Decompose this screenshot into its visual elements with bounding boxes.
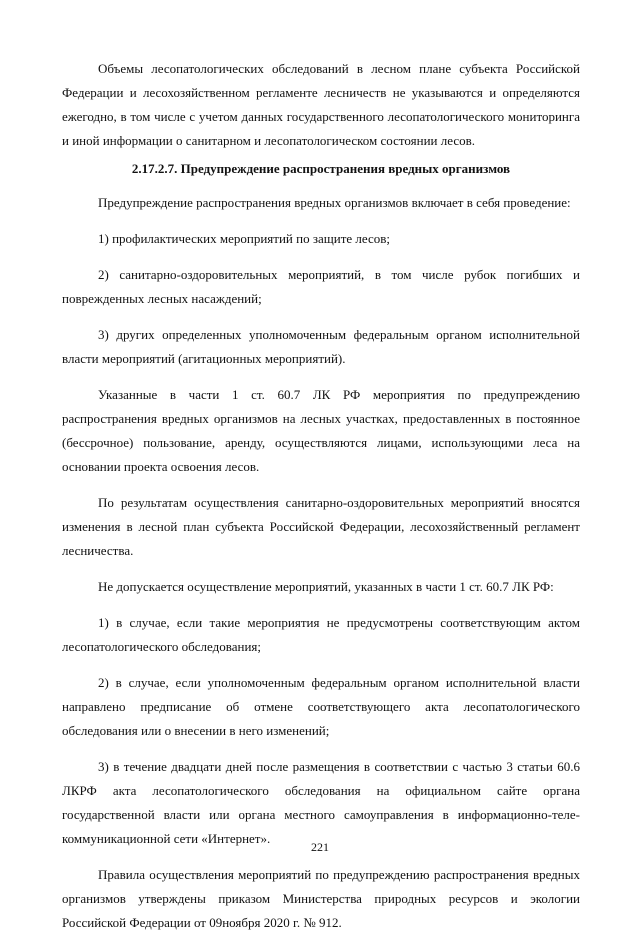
paragraph-case-3: 3) в течение двадцати дней после размещения в соответствии с частью 3 статьи 60.6 ЛКРФ акта лесопатологического обследования на официальном сайте органа государственной власти или органа местного самоуправления в информационно-теле-коммуникационной сети «Интернет». — [62, 759, 580, 846]
paragraph-item-1: 1) профилактических мероприятий по защите лесов; — [98, 231, 390, 246]
paragraph-item-3: 3) других определенных уполномоченным федеральным органом исполнительной власти мероприятий (агитационных мероприятий). — [62, 327, 580, 366]
paragraph-results: По результатам осуществления санитарно-оздоровительных мероприятий вносятся изменения в лесной план субъекта Российской Федерации, лесохозяйственный регламент лесничества. — [62, 495, 580, 558]
paragraph-article-reference: Указанные в части 1 ст. 60.7 ЛК РФ мероприятия по предупреждению распространения вредных организмов на лесных участках, предоставленных в постоянное (бессрочное) пользование, аренду, осуществляются лицами, использующими леса на основании проекта освоения лесов. — [62, 387, 580, 474]
paragraph-rules: Правила осуществления мероприятий по предупреждению распространения вредных организмов утверждены приказом Министерства природных ресурсов и экологии Российской Федерации от 09ноября 2020 г. № 912. — [62, 867, 580, 930]
section-heading: 2.17.2.7. Предупреждение распространения вредных организмов — [131, 161, 511, 176]
paragraph-case-2: 2) в случае, если уполномоченным федеральным органом исполнительной власти направлено предписание об отмене соответствующего акта лесопатологического обследования или о внесении в него изменений; — [62, 675, 580, 738]
intro-paragraph: Объемы лесопатологических обследований в лесном плане субъекта Российской Федерации и лесохозяйственном регламенте лесничеств не указываются и определяются ежегодно, в том числе с учетом данных государственного лесопатологического мониторинга и иной информации о санитарном и лесопатологическом состоянии лесов. — [62, 61, 580, 148]
paragraph-item-2: 2) санитарно-оздоровительных мероприятий, в том числе рубок погибших и поврежденных лесных насаждений; — [62, 267, 580, 306]
paragraph-case-1: 1) в случае, если такие мероприятия не предусмотрены соответствующим актом лесопатологического обследования; — [62, 615, 580, 654]
page-number: 221 — [311, 840, 329, 854]
paragraph-not-allowed: Не допускается осуществление мероприятий, указанных в части 1 ст. 60.7 ЛК РФ: — [98, 579, 554, 594]
page-body — [62, 57, 580, 935]
paragraph-preventive-intro: Предупреждение распространения вредных организмов включает в себя проведение: — [98, 195, 571, 210]
